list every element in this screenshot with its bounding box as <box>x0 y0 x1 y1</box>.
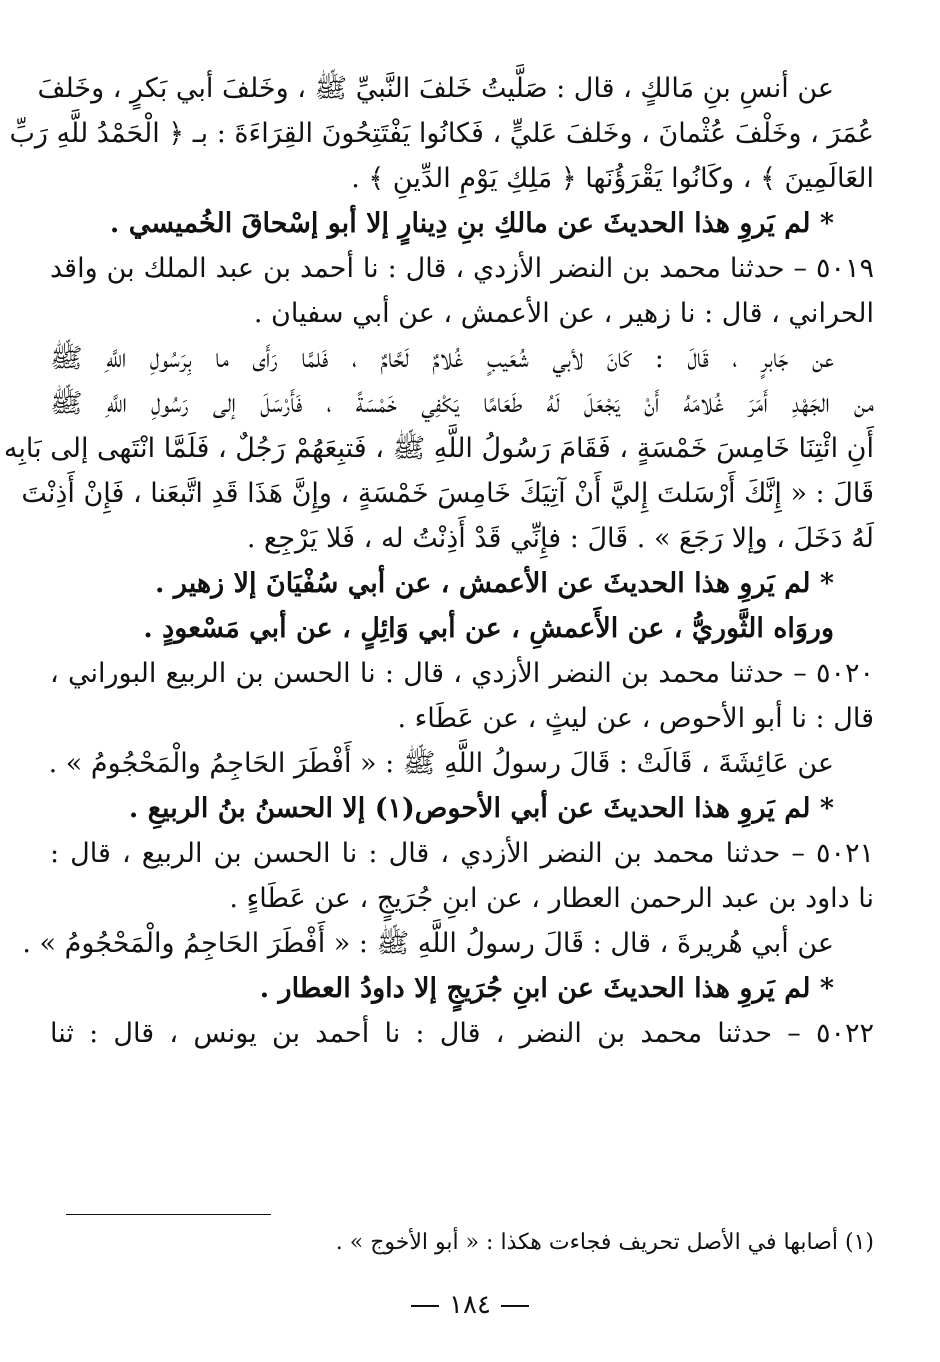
commentary-line: * لم يَروِ هذا الحديثَ عن أبي الأحوص(١) إلا الحسنُ بنُ الربيعِ . <box>128 793 834 824</box>
hadith-text-line: عن أبي هُريرةَ ، قال : قَالَ رسولُ اللَّهِ ﷺ : « أَفْطَرَ الحَاجِمُ والْمَحْجُومُ » . <box>22 928 834 959</box>
isnad-line: قال : نا أبو الأحوص ، عن ليثٍ ، عن عَطَاء . <box>397 703 874 734</box>
commentary-line: وروَاه الثَّوريُّ ، عن الأَعمشِ ، عن أبي وَائِلٍ ، عن أبي مَسْعودٍ . <box>143 613 834 644</box>
commentary-line: * لم يَروِ هذا الحديثَ عن مالكِ بنِ دِينارٍ إلا أبو إسْحاقَ الخُميسي . <box>109 208 834 239</box>
commentary-line: * لم يَروِ هذا الحديثَ عن ابنِ جُرَيجٍ إلا داودُ العطار . <box>259 973 834 1004</box>
isnad-line: ٥٠٢٠ – حدثنا محمد بن النضر الأزدي ، قال : نا الحسن بن الربيع البوراني ، <box>50 658 874 689</box>
isnad-line: ٥٠٢١ – حدثنا محمد بن النضر الأزدي ، قال : نا الحسن بن الربيع ، قال : <box>50 838 874 869</box>
hadith-text-line: العَالَمِينَ ﴾ ، وكَانُوا يَقْرَؤُنَها ﴿ مَلِكِ يَوْمِ الدِّينِ ﴾ . <box>351 163 874 194</box>
page-number-dash <box>411 1305 439 1307</box>
footnote-divider <box>66 1214 271 1215</box>
page-number <box>0 1290 940 1320</box>
commentary-line: * لم يَروِ هذا الحديثَ عن الأعمش ، عن أبي سُفْيَانَ إلا زهير . <box>155 568 834 599</box>
footnote: (١) أصابها في الأصل تحريف فجاءت هكذا : « أبو الأخوج » . <box>335 1230 874 1255</box>
page-number-dash <box>501 1305 529 1307</box>
isnad-line: ٥٠١٩ – حدثنا محمد بن النضر الأزدي ، قال : نا أحمد بن عبد الملك بن واقد <box>50 253 874 284</box>
hadith-text-line: عن عَائِشَةَ ، قَالَتْ : قَالَ رسولُ اللَّهِ ﷺ : « أَفْطَرَ الحَاجِمُ والْمَحْجُومُ » . <box>48 748 834 779</box>
isnad-line: الحراني ، قال : نا زهير ، عن الأعمش ، عن أبي سفيان . <box>253 298 874 329</box>
hadith-text-line: عُمَرَ ، وخَلْفَ عُثْمانَ ، وخَلفَ عَليٍّ ، فَكانُوا يَفْتَتِحُونَ القِرَاءَةَ : بـ ﴿ الْحَمْدُ للَّهِ رَبِّ <box>9 118 874 149</box>
hadith-text-line: عن أنسِ بنِ مَالكٍ ، قال : صَلَّيتُ خَلفَ النَّبيِّ ﷺ ، وخَلفَ أبي بَكرٍ ، وخَلفَ <box>37 73 834 104</box>
isnad-line: ٥٠٢٢ – حدثنا محمد بن النضر ، قال : نا أحمد بن يونس ، قال : ثنا <box>50 1018 874 1049</box>
hadith-text-line: عن جَابرٍ ، قَالَ : كَانَ لأبي شُعَيبٍ غُلامٌ لَحَّامٌ ، فَلمَّا رَأَى ما بِرَسُولِ اللَّهِ ﷺ <box>50 343 834 374</box>
hadith-text-line: من الجَهْدِ أَمَرَ غُلامَهُ أَنْ يَجْعَلَ لَهُ طَعَامًا يَكْفِي خَمْسَةً ، فَأَرْسَلَ إلى رَسُولِ اللَّهِ ﷺ <box>50 388 874 419</box>
isnad-line: نا داود بن عبد الرحمن العطار ، عن ابنِ جُرَيجٍ ، عن عَطَاءٍ . <box>229 883 874 914</box>
hadith-text-line: قَالَ : « إِنَّكَ أَرْسَلتَ إِليَّ أَنْ آتِيَكَ خَامِسَ خَمْسَةٍ ، وإِنَّ هَذَا قَدِ اتَّبعَنا ، فَإِنْ أَذِنْتَ <box>21 478 874 509</box>
page-number-value: ١٨٤ <box>449 1290 491 1320</box>
hadith-text-line: لَهُ دَخَلَ ، وإلا رَجَعَ » . قَالَ : فإِنِّي قَدْ أَذِنْتُ له ، فَلا يَرْجِع . <box>246 523 874 554</box>
hadith-text-line: أَنِ ائْتِنَا خَامِسَ خَمْسَةٍ ، فَقَامَ رَسُولُ اللَّهِ ﷺ ، فَتبِعَهُمْ رَجُلٌ ، فَلَمَّا انْتَهى إلى بَابِه <box>3 433 874 464</box>
